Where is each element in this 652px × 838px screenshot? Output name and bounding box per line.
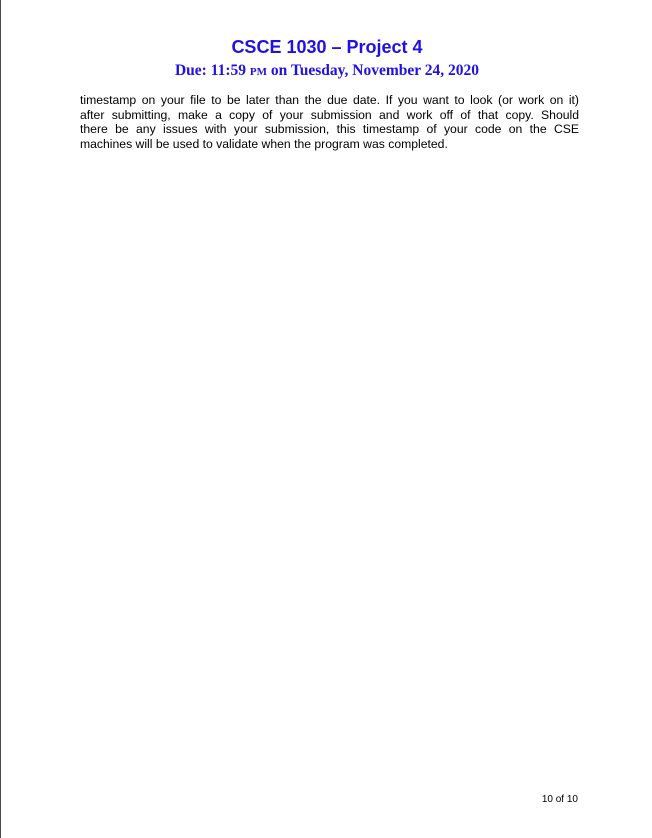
due-date-line [1, 62, 652, 81]
body-paragraph [80, 93, 579, 151]
document-title: CSCE 1030 – Project 4 [231, 37, 423, 57]
due-date-pm: PM [249, 66, 267, 78]
paragraph-line: machines will be used to validate when the program was completed. [80, 136, 448, 151]
paragraph-line: timestamp on your file to be later than the due date. If you want to look (or work on it) [80, 93, 579, 107]
paragraph-line: after submitting, make a copy of your submission and work off of that copy. Should [80, 107, 579, 122]
due-date-prefix: Due: 11:59 [174, 62, 250, 79]
due-date-suffix: on Tuesday, November 24, 2020 [267, 62, 480, 79]
paragraph-line: there be any issues with your submission, this timestamp of your code on the CSE [80, 122, 579, 136]
page-number: 10 of 10 [541, 794, 578, 805]
